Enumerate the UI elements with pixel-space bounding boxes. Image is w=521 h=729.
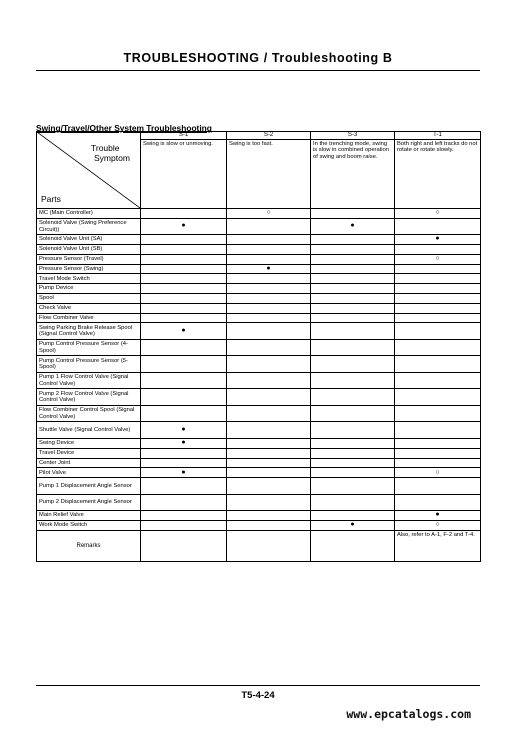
part-name: Pump 2 Flow Control Valve (Signal Control Valve) [37,389,141,406]
corner-diagonal-cell [37,132,141,209]
empty-cell [311,323,395,340]
empty-cell [395,313,481,323]
part-name: Pressure Sensor (Travel) [37,254,141,264]
empty-cell [227,356,311,373]
part-name: Shuttle Valve (Signal Control Valve) [37,422,141,439]
part-name: Pump Control Pressure Sensor (5-Spool) [37,356,141,373]
part-name: Pump Device [37,284,141,294]
table-row [37,209,481,219]
empty-cell [311,356,395,373]
empty-cell [141,303,227,313]
column-code-t1: T-1 [395,132,481,140]
empty-cell [227,339,311,356]
empty-cell [395,323,481,340]
empty-cell [395,294,481,304]
empty-cell [141,511,227,521]
filled-circle-mark: ● [141,468,227,478]
part-name: Travel Mode Switch [37,274,141,284]
table-row [37,313,481,323]
empty-cell [141,389,227,406]
empty-cell [395,448,481,458]
part-name: Main Relief Valve [37,511,141,521]
empty-cell [395,494,481,511]
filled-circle-mark: ● [141,422,227,439]
filled-circle-mark: ● [395,511,481,521]
empty-cell [141,274,227,284]
empty-cell [395,458,481,468]
empty-cell [311,274,395,284]
empty-cell [227,313,311,323]
empty-cell [311,303,395,313]
table-row [37,294,481,304]
table-row [37,218,481,235]
filled-circle-mark: ● [141,323,227,340]
empty-cell [395,303,481,313]
empty-cell [141,254,227,264]
open-circle-mark: ○ [395,254,481,264]
empty-cell [227,284,311,294]
empty-cell [311,264,395,274]
empty-cell [311,438,395,448]
empty-cell [227,494,311,511]
filled-circle-mark: ● [141,438,227,448]
empty-cell [227,405,311,422]
empty-cell [311,494,395,511]
part-name: Swing Parking Brake Release Spool (Signal Control Valve) [37,323,141,340]
table-row [37,520,481,530]
empty-cell [311,254,395,264]
empty-cell [227,438,311,448]
open-circle-mark: ○ [395,520,481,530]
table-row [37,323,481,340]
empty-cell [395,389,481,406]
parts-label: Parts [41,194,61,204]
part-name: Solenoid Valve Unit (SA) [37,235,141,245]
table-row [37,235,481,245]
page-number: T5-4-24 [241,690,275,701]
empty-cell [227,372,311,389]
empty-cell [311,458,395,468]
table-row [37,448,481,458]
part-name: Spool [37,294,141,304]
table-row [37,372,481,389]
empty-cell [395,405,481,422]
parts-rows [37,209,481,531]
filled-circle-mark: ● [311,218,395,235]
empty-cell [395,372,481,389]
watermark: www.epcatalogs.com [346,707,471,721]
empty-cell [227,323,311,340]
empty-cell [141,458,227,468]
table-row [37,339,481,356]
table-row [37,356,481,373]
empty-cell [141,294,227,304]
empty-cell [395,264,481,274]
empty-cell [227,218,311,235]
part-name: Pump 1 Displacement Angle Sensor [37,478,141,495]
empty-cell [395,356,481,373]
empty-cell [395,339,481,356]
table-row [37,422,481,439]
empty-cell [227,422,311,439]
filled-circle-mark: ● [395,235,481,245]
part-name: Check Valve [37,303,141,313]
table-row [37,468,481,478]
empty-cell [227,458,311,468]
section-title: Swing/Travel/Other System Troubleshooting [36,123,212,133]
column-code-s3: S-3 [311,132,395,140]
empty-cell [395,274,481,284]
part-name: Solenoid Valve Unit (SB) [37,245,141,255]
empty-cell [227,294,311,304]
open-circle-mark: ○ [395,209,481,219]
empty-cell [311,235,395,245]
table-row [37,405,481,422]
empty-cell [311,313,395,323]
empty-cell [227,468,311,478]
empty-cell [395,438,481,448]
empty-cell [311,448,395,458]
part-name: Solenoid Valve (Swing Preference Circuit)) [37,218,141,235]
table-row [37,303,481,313]
empty-cell [311,294,395,304]
empty-cell [311,209,395,219]
remarks-s2 [227,530,311,561]
empty-cell [227,245,311,255]
open-circle-mark: ○ [395,468,481,478]
empty-cell [141,209,227,219]
empty-cell [141,245,227,255]
empty-cell [141,356,227,373]
empty-cell [227,274,311,284]
part-name: Pump 1 Flow Control Valve (Signal Control Valve) [37,372,141,389]
part-name: Work Mode Switch [37,520,141,530]
empty-cell [395,422,481,439]
open-circle-mark: ○ [227,209,311,219]
part-name: Pilot Valve [37,468,141,478]
table-row [37,264,481,274]
empty-cell [227,511,311,521]
table-row [37,458,481,468]
bottom-rule [36,685,480,686]
empty-cell [311,372,395,389]
empty-cell [227,389,311,406]
table-row [37,284,481,294]
empty-cell [141,372,227,389]
empty-cell [311,422,395,439]
empty-cell [141,520,227,530]
part-name: Travel Device [37,448,141,458]
symptom-s1: Swing is slow or unmoving. [141,140,227,209]
title-rule [36,70,480,71]
column-code-s1: S-1 [141,132,227,140]
empty-cell [141,339,227,356]
part-name: Pump 2 Displacement Angle Sensor [37,494,141,511]
empty-cell [141,448,227,458]
empty-cell [141,405,227,422]
empty-cell [395,478,481,495]
empty-cell [311,405,395,422]
remarks-t1: Also, refer to A-1, F-2 and T-4. [395,530,481,561]
filled-circle-mark: ● [141,218,227,235]
part-name: Swing Device [37,438,141,448]
table-row [37,254,481,264]
empty-cell [141,478,227,495]
filled-circle-mark: ● [311,520,395,530]
empty-cell [311,389,395,406]
part-name: MC (Main Controller) [37,209,141,219]
empty-cell [311,284,395,294]
symptom-s3: In the trenching mode, swing is slow in combined operation of swing and boom raise. [311,140,395,209]
part-name: Pressure Sensor (Swing) [37,264,141,274]
troubleshooting-table [36,131,481,562]
empty-cell [227,254,311,264]
remarks-label: Remarks [37,530,141,561]
table-row [37,478,481,495]
empty-cell [395,218,481,235]
empty-cell [227,520,311,530]
symptom-s2: Swing is too fast. [227,140,311,209]
part-name: Flow Combiner Valve [37,313,141,323]
part-name: Pump Control Pressure Sensor (4-Spool) [37,339,141,356]
table-row [37,494,481,511]
filled-circle-mark: ● [227,264,311,274]
table-row [37,245,481,255]
trouble-label: Trouble [91,143,120,153]
empty-cell [227,448,311,458]
empty-cell [311,339,395,356]
table-row [37,389,481,406]
empty-cell [311,468,395,478]
empty-cell [141,313,227,323]
empty-cell [227,303,311,313]
empty-cell [311,478,395,495]
table-row [37,511,481,521]
symptom-t1: Both right and left tracks do not rotate or rotate slowly. [395,140,481,209]
empty-cell [141,264,227,274]
empty-cell [141,284,227,294]
empty-cell [141,235,227,245]
part-name: Center Joint [37,458,141,468]
column-code-s2: S-2 [227,132,311,140]
empty-cell [395,245,481,255]
empty-cell [227,235,311,245]
empty-cell [141,494,227,511]
remarks-s1 [141,530,227,561]
empty-cell [395,284,481,294]
part-name: Flow Combiner Control Spool (Signal Control Valve) [37,405,141,422]
empty-cell [227,478,311,495]
table-row [37,274,481,284]
symptom-label: Symptom [94,153,130,163]
remarks-s3 [311,530,395,561]
page-title: TROUBLESHOOTING / Troubleshooting B [123,51,393,65]
empty-cell [311,245,395,255]
empty-cell [311,511,395,521]
table-row [37,438,481,448]
